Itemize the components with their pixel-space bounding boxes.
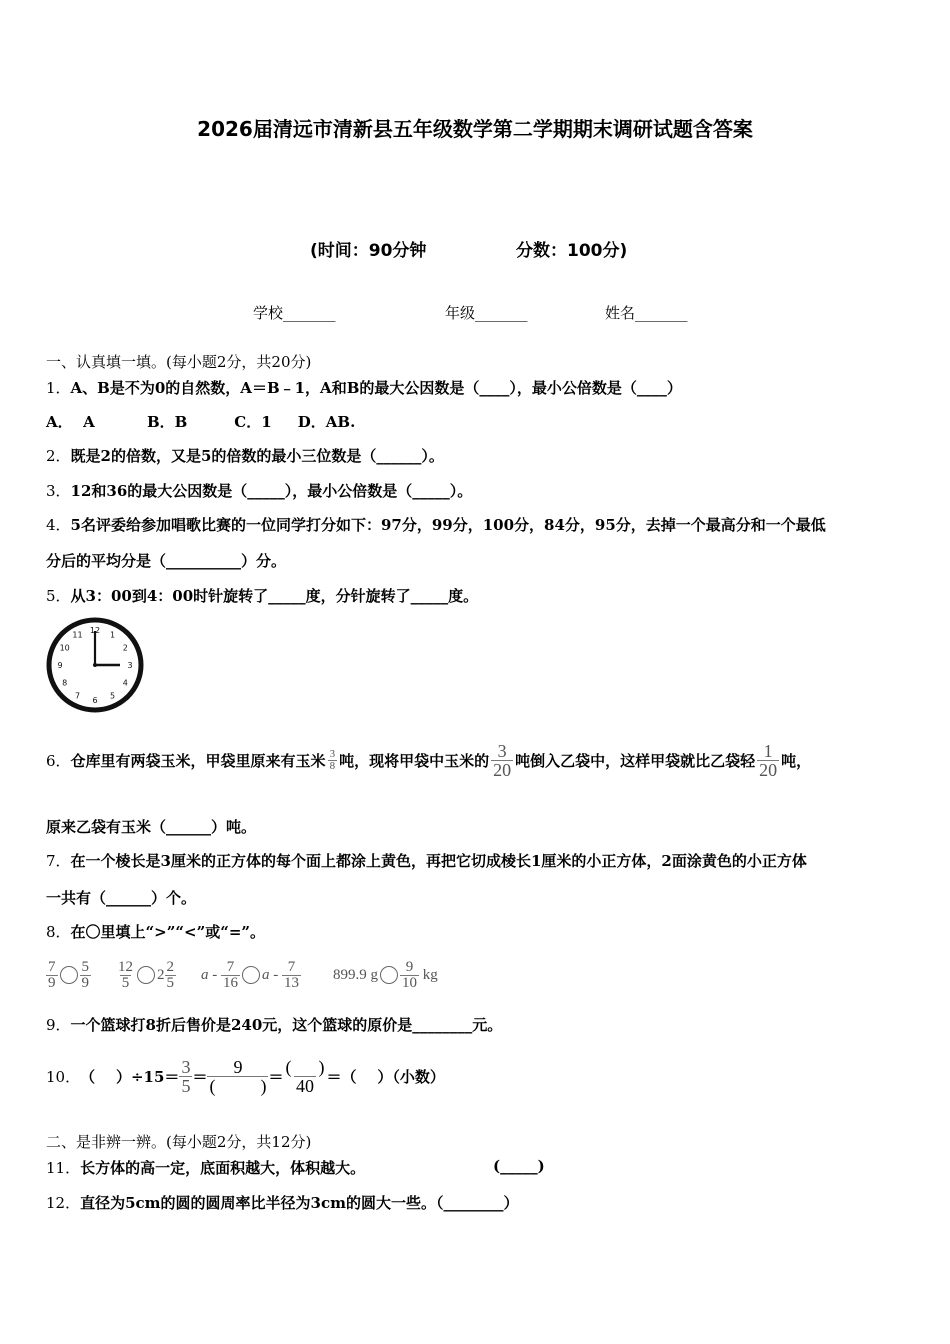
question-text-part: （ ）÷15＝ <box>80 1067 180 1086</box>
question-8 <box>46 921 265 942</box>
question-number: 3． <box>46 482 71 500</box>
fraction <box>221 960 240 991</box>
clock-numeral: 1 <box>109 630 116 640</box>
question-number: 10． <box>46 1067 81 1086</box>
expression-part: a - <box>262 966 282 983</box>
fraction-denominator: 13 <box>284 974 299 991</box>
fraction-numerator: 7 <box>48 958 56 975</box>
equals-sign: ＝ <box>192 1067 208 1086</box>
question-11 <box>46 1157 365 1178</box>
question-number: 11． <box>46 1159 81 1177</box>
clock-numeral: 7 <box>74 691 81 701</box>
fraction-numerator: ( ) <box>285 1056 325 1077</box>
question-5 <box>46 585 478 606</box>
question-text: 直径为5cm的圆的圆周率比半径为3cm的圆大一些。（________） <box>80 1194 519 1212</box>
fraction <box>80 960 92 991</box>
fraction-numerator: 7 <box>226 958 235 975</box>
fraction-numerator: 2 <box>166 958 174 975</box>
question-text: 长方体的高一定，底面积越大，体积越大。 <box>80 1159 366 1177</box>
clock-numeral: 6 <box>92 696 98 705</box>
question-1-options: A． A B．B C．1 D．AB. <box>46 413 356 431</box>
question-number: 2． <box>46 447 71 465</box>
fraction <box>116 960 135 991</box>
question-number: 5． <box>46 587 71 605</box>
fraction <box>282 960 301 991</box>
question-text: A、B是不为0的自然数，A＝B﹣1，A和B的最大公因数是（____），最小公倍数是（____） <box>70 379 682 397</box>
question-9 <box>46 1014 502 1035</box>
fraction <box>757 742 779 779</box>
comparison-1 <box>46 953 91 997</box>
clock-numeral: 10 <box>59 643 70 653</box>
fraction-denominator: ( ) <box>209 1075 267 1096</box>
fraction-denominator: 20 <box>759 759 778 780</box>
equals-sign: ＝ <box>268 1067 284 1086</box>
exam-time: (时间：90分钟 <box>310 241 427 261</box>
name-field: 姓名_______ <box>605 304 688 322</box>
question-number: 4． <box>46 516 71 534</box>
question-number: 8． <box>46 923 71 941</box>
school-field: 学校_______ <box>253 304 336 322</box>
grade-field: 年级_______ <box>445 304 528 322</box>
question-number: 6． <box>46 751 71 770</box>
fraction-numerator: 9 <box>233 1056 243 1077</box>
comparison-3 <box>201 953 301 997</box>
fraction-numerator: 7 <box>287 958 296 975</box>
question-text: 5名评委给参加唱歌比赛的一位同学打分如下：97分，99分，100分，84分，95分，去掉一个最高分和一个最低 <box>70 516 826 534</box>
fraction <box>46 960 58 991</box>
question-12 <box>46 1192 518 1213</box>
compare-circle[interactable] <box>60 966 78 984</box>
question-4 <box>46 514 826 535</box>
question-6 <box>46 730 811 790</box>
unit-label: kg <box>419 966 438 983</box>
question-text-part: 吨，现将甲袋中玉米的 <box>339 751 490 770</box>
compare-circle[interactable] <box>380 966 398 984</box>
clock-numeral: 9 <box>57 661 63 670</box>
compare-circle[interactable] <box>137 966 155 984</box>
page-title: 2026届清远市清新县五年级数学第二学期期末调研试题含答案 <box>197 117 753 141</box>
section-2-heading: 二、是非辨一辨。(每小题2分，共12分) <box>46 1133 312 1151</box>
clock-numeral: 11 <box>72 630 83 640</box>
question-11-blank: (_____) <box>493 1157 545 1175</box>
clock-numeral: 8 <box>62 678 68 688</box>
fraction-numerator: 3 <box>329 747 336 760</box>
comparison-2 <box>116 953 176 997</box>
question-text-part: 吨， <box>781 751 812 770</box>
fraction <box>207 1058 268 1095</box>
fraction-denominator: 20 <box>493 759 512 780</box>
fraction <box>328 749 338 772</box>
fraction <box>165 960 177 991</box>
fraction-numerator: 3 <box>497 740 507 761</box>
question-2 <box>46 445 444 466</box>
question-text: 12和36的最大公因数是（_____），最小公倍数是（_____）。 <box>70 482 473 500</box>
question-number: 1． <box>46 379 71 397</box>
fraction-denominator: 5 <box>166 974 174 991</box>
clock-image <box>46 617 144 713</box>
question-text-part: 仓库里有两袋玉米，甲袋里原来有玉米 <box>70 751 326 770</box>
fraction-numerator: 9 <box>405 958 414 975</box>
expression-part: 899.9 g <box>333 966 378 983</box>
whole-number: 2 <box>157 966 165 983</box>
exam-score: 分数：100分) <box>516 241 628 261</box>
fraction-numerator: 3 <box>181 1056 191 1077</box>
fraction <box>179 1058 192 1095</box>
question-text: 在一个棱长是3厘米的正方体的每个面上都涂上黄色，再把它切成棱长1厘米的小正方体，2面涂黄色的小正方体 <box>70 852 807 870</box>
question-number: 7． <box>46 852 71 870</box>
question-7-line-2: 一共有（______）个。 <box>46 889 197 907</box>
question-6-line-2: 原来乙袋有玉米（______）吨。 <box>46 818 257 836</box>
clock-face <box>46 617 144 713</box>
fraction-denominator: 5 <box>121 974 130 991</box>
question-number: 9． <box>46 1016 71 1034</box>
question-text: 一个篮球打8折后售价是240元，这个篮球的原价是________元。 <box>70 1016 503 1034</box>
expression-part: a - <box>201 966 221 983</box>
fraction-denominator: 40 <box>295 1075 314 1096</box>
question-number: 12． <box>46 1194 81 1212</box>
question-3 <box>46 480 472 501</box>
question-text-part: ＝（ ）（小数） <box>326 1067 445 1086</box>
clock-numeral: 12 <box>89 626 101 635</box>
clock-numeral: 4 <box>122 678 128 688</box>
fraction-denominator: 9 <box>81 974 89 991</box>
fraction-denominator: 9 <box>48 974 56 991</box>
fraction-numerator: 1 <box>763 740 773 761</box>
question-4-line-2: 分后的平均分是（__________）分。 <box>46 552 287 570</box>
compare-circle[interactable] <box>242 966 260 984</box>
clock-numeral: 5 <box>109 691 116 701</box>
question-7 <box>46 850 807 871</box>
clock-numeral: 3 <box>127 661 133 670</box>
section-1-heading: 一、认真填一填。(每小题2分，共20分) <box>46 353 312 371</box>
fraction <box>283 1058 326 1095</box>
question-text: 在〇里填上“>”“<”或“=”。 <box>70 923 266 941</box>
question-text: 从3：00到4：00时针旋转了_____度，分针旋转了_____度。 <box>70 587 479 605</box>
question-10 <box>46 1048 445 1104</box>
fraction-numerator: 5 <box>81 958 89 975</box>
question-1 <box>46 377 682 398</box>
fraction-denominator: 10 <box>402 974 417 991</box>
question-text-part: 吨倒入乙袋中，这样甲袋就比乙袋轻 <box>515 751 756 770</box>
question-text: 既是2的倍数，又是5的倍数的最小三位数是（______）。 <box>70 447 444 465</box>
fraction <box>400 960 419 991</box>
fraction-denominator: 5 <box>181 1075 191 1096</box>
comparison-4 <box>333 953 438 997</box>
fraction <box>491 742 513 779</box>
fraction-numerator: 12 <box>118 958 133 975</box>
clock-numeral: 2 <box>122 643 128 653</box>
fraction-denominator: 8 <box>329 759 336 772</box>
fraction-denominator: 16 <box>223 974 238 991</box>
